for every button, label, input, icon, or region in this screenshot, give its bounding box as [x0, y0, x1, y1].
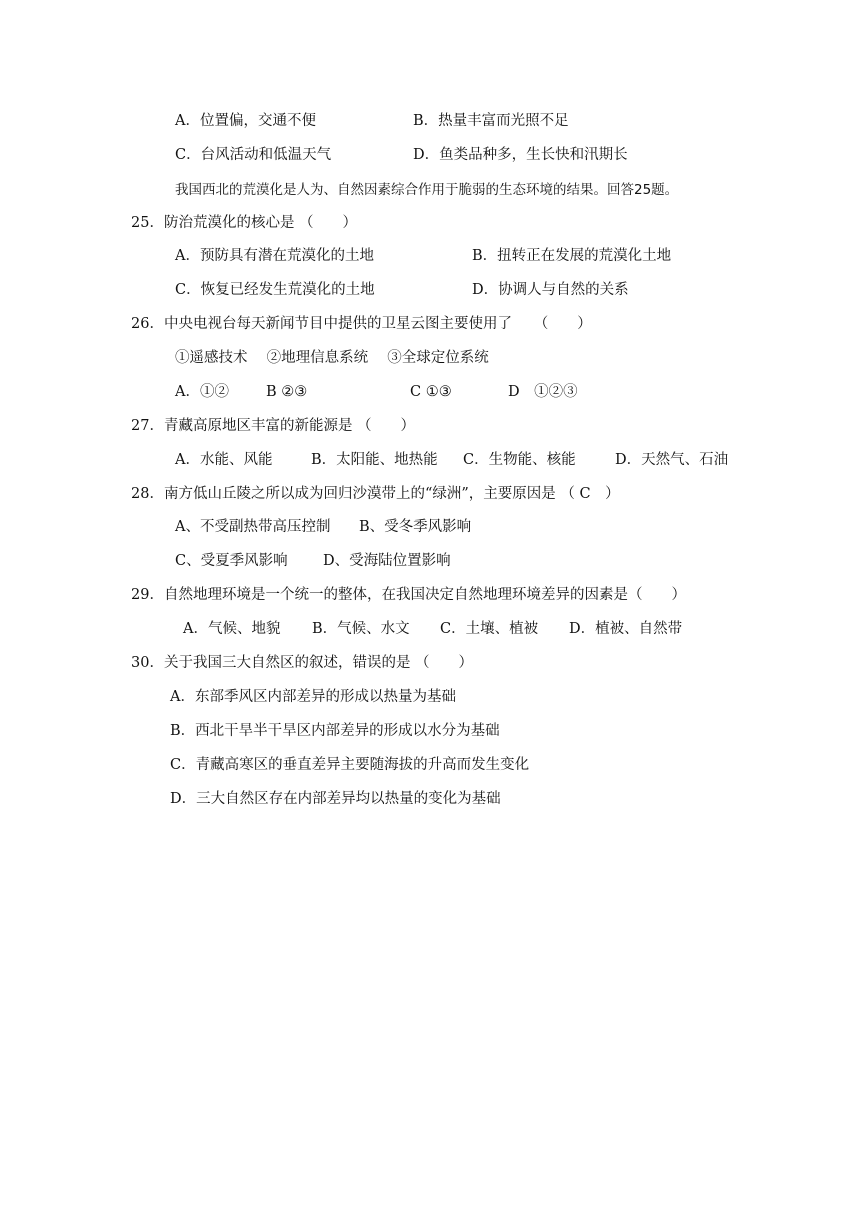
option-d: D．鱼类品种多，生长快和汛期长 — [413, 147, 628, 163]
q25-option-a: A．预防具有潜在荒漠化的土地 — [175, 248, 374, 264]
q28-option-a: A、不受副热带高压控制 — [175, 519, 331, 535]
q29-option-a: A．气候、地貌 — [183, 621, 281, 637]
q29-option-c: C．土壤、植被 — [440, 621, 539, 637]
q30-option-c: C．青藏高寒区的垂直差异主要随海拔的升高而发生变化 — [170, 757, 530, 773]
q27-option-c: C．生物能、核能 — [463, 452, 576, 468]
question-28-stem: 28．南方低山丘陵之所以成为回归沙漠带上的“绿洲”，主要原因是 （ C ） — [131, 486, 620, 502]
q25-option-d: D．协调人与自然的关系 — [472, 282, 629, 298]
question-27-stem: 27．青藏高原地区丰富的新能源是 （ ） — [131, 418, 416, 434]
material-intro: 我国西北的荒漠化是人为、自然因素综合作用于脆弱的生态环境的结果。回答25题。 — [175, 182, 679, 198]
question-30-stem: 30．关于我国三大自然区的叙述，错误的是 （ ） — [131, 655, 474, 671]
option-b: B．热量丰富而光照不足 — [413, 113, 569, 129]
q30-option-a: A．东部季风区内部差异的形成以热量为基础 — [170, 689, 456, 705]
q28-option-d: D、受海陆位置影响 — [323, 553, 451, 569]
q26-option-a: A．①② — [175, 384, 229, 400]
q29-option-b: B．气候、水文 — [312, 621, 410, 637]
q25-option-c: C．恢复已经发生荒漠化的土地 — [175, 282, 375, 298]
option-a: A．位置偏，交通不便 — [175, 113, 316, 129]
q30-option-b: B．西北干旱半干旱区内部差异的形成以水分为基础 — [170, 723, 500, 739]
q26-items: ①遥感技术 ②地理信息系统 ③全球定位系统 — [175, 350, 489, 366]
q26-option-b: B ②③ — [266, 384, 308, 400]
q26-option-d: D ①②③ — [508, 384, 578, 400]
q26-option-c: C ①③ — [410, 384, 452, 400]
q27-option-b: B．太阳能、地热能 — [311, 452, 438, 468]
question-29-stem: 29．自然地理环境是一个统一的整体，在我国决定自然地理环境差异的因素是（ ） — [131, 587, 686, 603]
q28-option-c: C、受夏季风影响 — [175, 553, 288, 569]
option-c: C．台风活动和低温天气 — [175, 147, 332, 163]
q28-option-b: B、受冬季风影响 — [359, 519, 472, 535]
q25-option-b: B．扭转正在发展的荒漠化土地 — [472, 248, 672, 264]
q30-option-d: D．三大自然区存在内部差异均以热量的变化为基础 — [170, 791, 501, 807]
q27-option-d: D．天然气、石油 — [615, 452, 729, 468]
q27-option-a: A．水能、风能 — [175, 452, 273, 468]
question-25-stem: 25．防治荒漠化的核心是 （ ） — [131, 215, 358, 231]
q29-option-d: D．植被、自然带 — [569, 621, 683, 637]
question-26-stem: 26．中央电视台每天新闻节目中提供的卫星云图主要使用了 （ ） — [131, 316, 592, 332]
